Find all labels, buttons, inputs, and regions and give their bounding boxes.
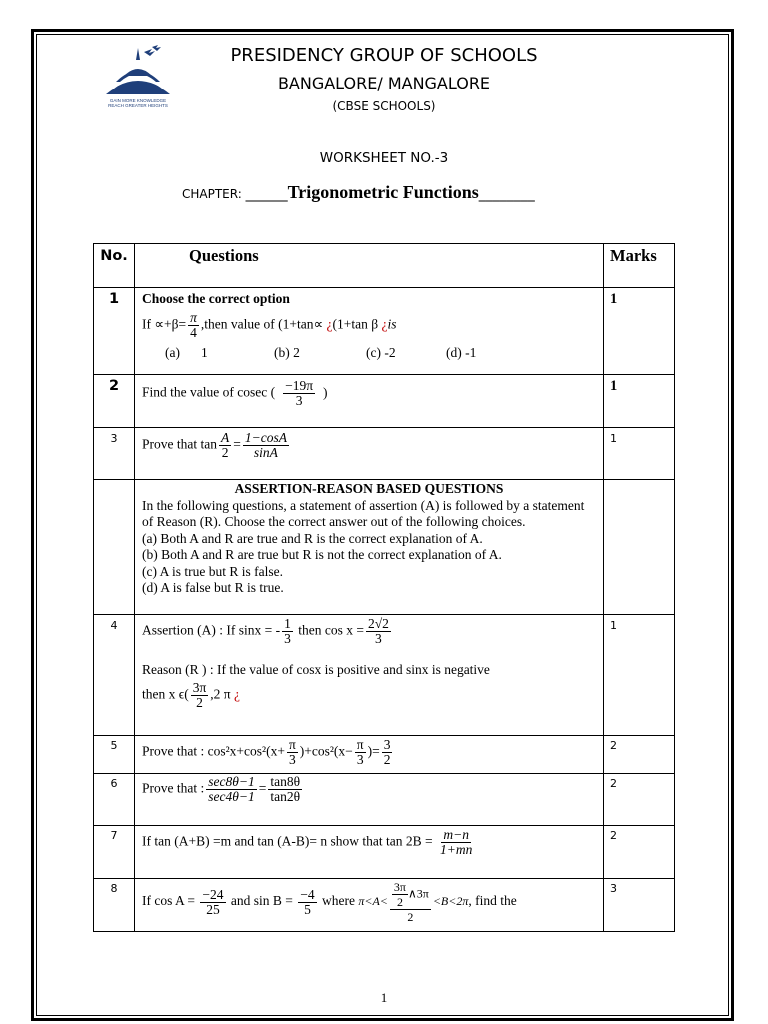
question-5: Prove that : cos²x+cos²(x+ $\frac{\pi}{3}$ )+cos²(x− $\frac{\pi}{3}$ )= $\frac{3}{2}$ <box>135 736 604 774</box>
question-4-reason: Reason (R ) : If the value of cosx is positive and sinx is negative <box>142 662 490 677</box>
header-no: No. <box>94 244 135 288</box>
table-row <box>94 288 675 375</box>
assertion-reason-title: ASSERTION-REASON BASED QUESTIONS <box>234 481 504 496</box>
question-marks: 2 <box>604 774 675 826</box>
logo-tagline: GAIN MORE KNOWLEDGE REACH GREATER HEIGHTS <box>108 98 168 108</box>
question-number: 1 <box>94 288 135 375</box>
question-4-reason-interval: then x ϵ( $\frac{3\pi}{2}$ ,2 π ¿ <box>142 679 240 710</box>
chapter-title: Trigonometric Functions <box>287 182 479 202</box>
table-row <box>94 428 675 480</box>
empty-cell <box>604 480 675 615</box>
header-marks: Marks <box>604 244 675 288</box>
chapter-label: CHAPTER: <box>182 187 246 201</box>
question-number: 2 <box>94 375 135 428</box>
table-header-row <box>94 244 675 288</box>
header-questions: Questions <box>135 244 604 288</box>
assertion-reason-choice: (d) A is false but R is true. <box>142 580 284 595</box>
chapter-line <box>182 182 535 203</box>
question-1-title: Choose the correct option <box>142 291 290 306</box>
question-marks: 1 <box>604 375 675 428</box>
question-4 <box>135 615 604 736</box>
chapter-blank: ________ <box>478 186 535 202</box>
question-marks: 1 <box>604 288 675 375</box>
question-marks: 2 <box>604 826 675 879</box>
question-number: 8 <box>94 879 135 932</box>
chapter-blank: ______ <box>245 186 288 202</box>
question-2: Find the value of cosec ( $\frac{-19\pi}{3}$ ) <box>135 375 604 428</box>
assertion-reason-intro: In the following questions, a statement of assertion (A) is followed by a statement of Reason (R). Choose the correct answer out of the following choices. <box>142 497 585 529</box>
assertion-reason-instructions <box>135 480 604 615</box>
question-number: 5 <box>94 736 135 774</box>
assertion-reason-choice: (b) Both A and R are true but R is not the correct explanation of A. <box>142 547 502 562</box>
table-row <box>94 480 675 615</box>
question-number: 4 <box>94 615 135 736</box>
question-1 <box>135 288 604 375</box>
page-number: 1 <box>380 990 388 1005</box>
table-row <box>94 615 675 736</box>
question-marks: 2 <box>604 736 675 774</box>
assertion-reason-choice: (a) Both A and R are true and R is the correct explanation of A. <box>142 530 483 546</box>
question-marks: 1 <box>604 615 675 736</box>
question-marks: 1 <box>604 428 675 480</box>
assertion-reason-choice: (c) A is true but R is false. <box>142 563 283 579</box>
question-number: 7 <box>94 826 135 879</box>
school-city: BANGALORE/ MANGALORE <box>277 74 491 93</box>
question-1-text: If ∝+β= $\frac{\pi}{4}$ ,then value of (1+tan∝ ¿(1+tan β ¿is <box>142 309 397 340</box>
question-8: If cos A = $\frac{-24}{25}$ and sin B = $\frac{-4}{5}$ where π<A< $\frac{3\pi}{2}$ ∧3π 2 <B<2π, find the <box>135 879 604 932</box>
empty-cell <box>94 480 135 615</box>
question-number: 6 <box>94 774 135 826</box>
question-6: Prove that : $\frac{\sec 8\theta-1}{\sec 4\theta-1}$ = $\frac{\tan 8\theta}{\tan 2\theta}$ <box>135 774 604 826</box>
question-4-assertion: Assertion (A) : If sinx = - $\frac{1}{3}$ then cos x = $\frac{2√2}{3}$ <box>142 616 389 646</box>
school-board: (CBSE SCHOOLS) <box>332 99 436 113</box>
worksheet-number: WORKSHEET NO.-3 <box>319 150 449 166</box>
school-name: PRESIDENCY GROUP OF SCHOOLS <box>230 45 538 66</box>
question-3: Prove that tan $\frac{A}{2}$ = $\frac{1-\cos A}{\sin A}$ <box>135 428 604 480</box>
question-1-options: (a) 1 (b) 2 (c) -2 (d) -1 <box>165 344 477 360</box>
questions-table <box>93 243 675 932</box>
question-marks: 3 <box>604 879 675 932</box>
question-7: If tan (A+B) =m and tan (A-B)= n show that tan 2B = $\frac{m-n}{1+mn}$ <box>135 826 604 879</box>
table-row <box>94 826 675 879</box>
question-number: 3 <box>94 428 135 480</box>
table-row <box>94 375 675 428</box>
table-row <box>94 774 675 826</box>
table-row <box>94 879 675 932</box>
table-row <box>94 736 675 774</box>
